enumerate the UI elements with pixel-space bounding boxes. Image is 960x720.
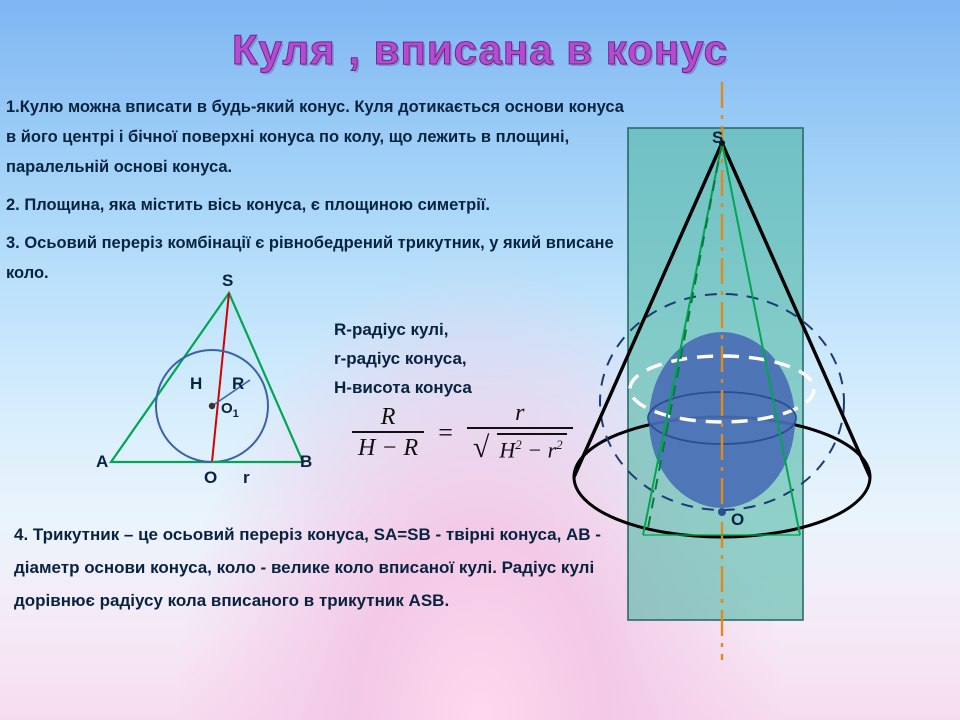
label-2d-vertex-B: B xyxy=(300,452,313,471)
radicand-r: r xyxy=(547,437,557,463)
label-2d-incenter-letter: O xyxy=(221,400,233,417)
radicand-H-exp: 2 xyxy=(515,436,522,452)
base-center-point xyxy=(718,508,726,516)
label-2d-incenter-sub: 1 xyxy=(232,408,239,420)
label-2d-radius-R: R xyxy=(232,374,245,393)
formula-left-denominator: H − R xyxy=(352,431,424,462)
formula-right-numerator: r xyxy=(515,400,525,426)
formula-equals: = xyxy=(438,417,453,447)
incenter-point xyxy=(209,403,215,409)
figure-3d-cone-with-sphere xyxy=(574,82,870,660)
legend-line-H: H-висота конуса xyxy=(334,378,472,397)
label-3d-apex-S: S xyxy=(712,128,724,147)
radicand-r-exp: 2 xyxy=(556,436,563,452)
triangle-ASB xyxy=(111,293,303,462)
legend-line-r: r-радіус конуса, xyxy=(334,349,467,368)
radicand-H: H xyxy=(499,437,516,463)
label-2d-height-H: H xyxy=(190,374,203,393)
radicand-minus: − xyxy=(527,437,543,463)
label-2d-vertex-A: A xyxy=(96,452,109,471)
paragraph-4: 4. Трикутник – це осьовий переріз конуса, SA=SB - твірні конуса, AB - діаметр основи конуса, коло - велике коло вписаної кулі. Радіус кулі дорівнює радіусу кола вписаного в трикутник ASB. xyxy=(14,525,601,610)
paragraph-1: 1.Кулю можна вписати в будь-який конус. Куля дотикається основи конуса в його центрі і бічної поверхні конуса по колу, що лежить в площині, паралельній основі конуса. xyxy=(6,98,624,176)
figure-2d-axial-section xyxy=(111,293,303,462)
label-2d-incenter xyxy=(221,400,239,420)
triangle-height-line xyxy=(212,293,229,462)
legend-line-R: R-радіус кулі, xyxy=(334,320,449,339)
radical-sign: √ xyxy=(472,431,490,464)
paragraph-2: 2. Площина, яка містить вісь конуса, є площиною симетрії. xyxy=(6,196,491,214)
paragraph-3: 3. Осьовий переріз комбінації є рівнобедрений трикутник, у який вписане коло. xyxy=(6,234,614,282)
label-2d-apex-S: S xyxy=(222,271,234,290)
page-title: Куля , вписана в конус xyxy=(232,26,728,73)
label-2d-radius-r: r xyxy=(243,468,250,487)
label-2d-center-O: O xyxy=(204,468,218,487)
label-3d-base-center-O: O xyxy=(731,510,745,529)
formula-left-numerator: R xyxy=(380,403,396,430)
